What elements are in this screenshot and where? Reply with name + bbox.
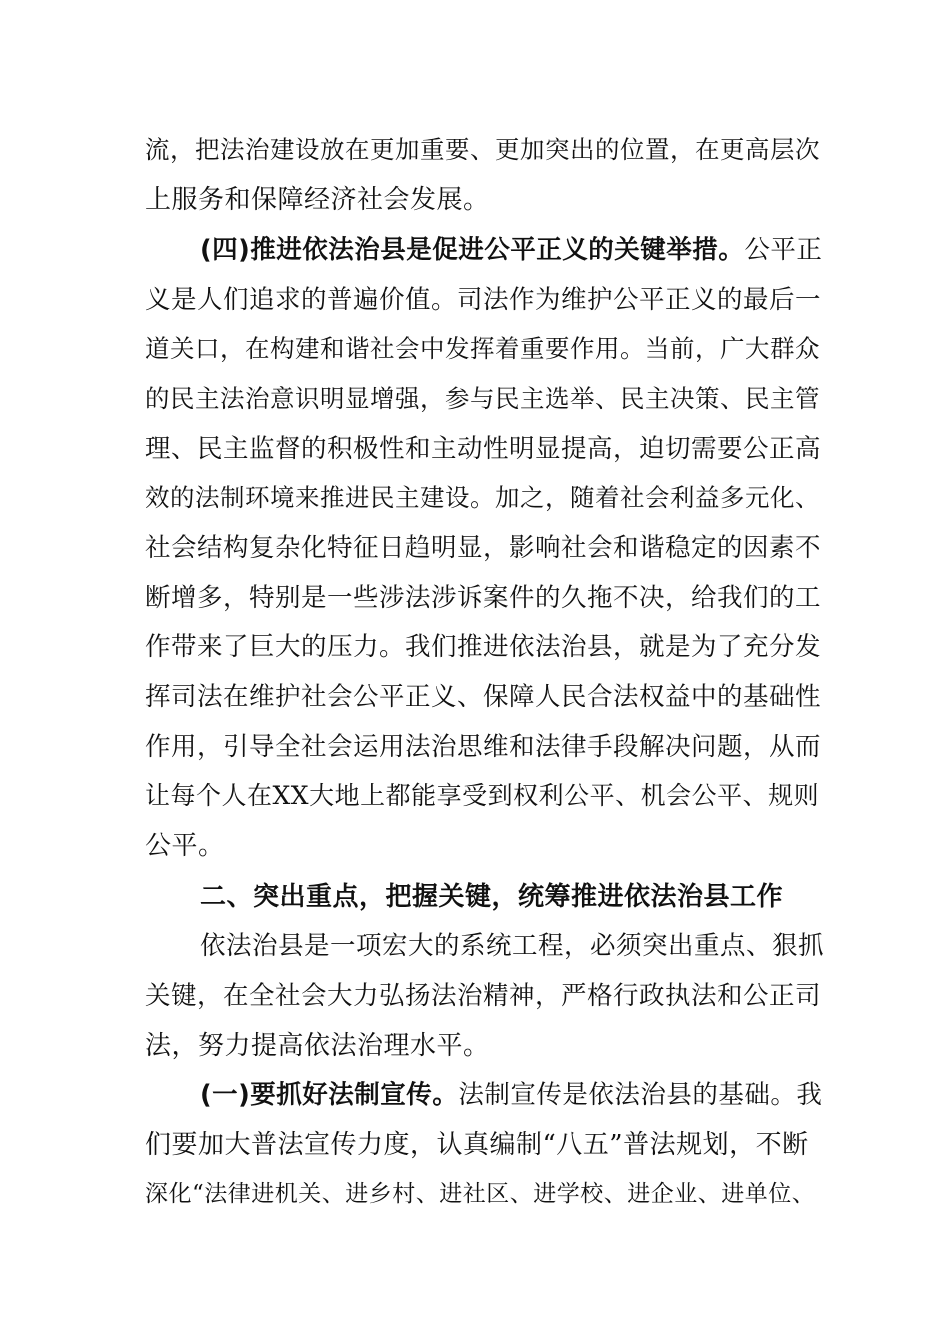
paragraph-line: 让每个人在XX大地上都能享受到权利公平、机会公平、规则 bbox=[145, 781, 820, 810]
section-lead-heading: (四)推进依法治县是促进公平正义的关键举措。 bbox=[200, 235, 745, 265]
paragraph-text: 法制宣传是依法治县的基础。我 bbox=[458, 1080, 823, 1110]
paragraph-line: 断增多，特别是一些涉法涉诉案件的久拖不决，给我们的工 bbox=[145, 583, 822, 613]
paragraph-line: 深化“法律进机关、进乡村、进社区、进学校、进企业、进单位、 bbox=[145, 1181, 816, 1207]
paragraph-line: 挥司法在维护社会公平正义、保障人民合法权益中的基础性 bbox=[145, 682, 822, 712]
paragraph-first-line bbox=[200, 1078, 825, 1112]
paragraph-text: 公平正 bbox=[744, 235, 823, 265]
paragraph-line: 上服务和保障经济社会发展。 bbox=[145, 185, 490, 215]
paragraph-line: 理、民主监督的积极性和主动性明显提高，迫切需要公正高 bbox=[145, 434, 822, 464]
paragraph-line: 公平。 bbox=[145, 831, 225, 861]
paragraph-line: 依法治县是一项宏大的系统工程，必须突出重点、狠抓 bbox=[200, 931, 825, 961]
section-lead-heading: (一)要抓好法制宣传。 bbox=[200, 1080, 459, 1110]
paragraph-line: 作用，引导全社会运用法治思维和法律手段解决问题，从而 bbox=[145, 732, 822, 762]
paragraph-line: 关键，在全社会大力弘扬法治精神，严格行政执法和公正司 bbox=[145, 981, 822, 1011]
paragraph-line: 社会结构复杂化特征日趋明显，影响社会和谐稳定的因素不 bbox=[145, 533, 822, 563]
paragraph-line: 义是人们追求的普遍价值。司法作为维护公平正义的最后一 bbox=[145, 285, 822, 315]
paragraph-line: 们要加大普法宣传力度，认真编制“八五”普法规划，不断 bbox=[145, 1130, 809, 1160]
paragraph-line: 法，努力提高依法治理水平。 bbox=[145, 1031, 490, 1061]
paragraph-line: 流，把法治建设放在更加重要、更加突出的位置，在更高层次 bbox=[145, 135, 820, 164]
paragraph-line: 效的法制环境来推进民主建设。加之，随着社会利益多元化、 bbox=[145, 483, 820, 512]
section-heading: 二、突出重点，把握关键，统筹推进依法治县工作 bbox=[200, 882, 784, 912]
paragraph-first-line bbox=[200, 233, 825, 267]
paragraph-line: 道关口，在构建和谐社会中发挥着重要作用。当前，广大群众 bbox=[145, 334, 820, 363]
paragraph-line: 的民主法治意识明显增强，参与民主选举、民主决策、民主管 bbox=[145, 384, 820, 413]
paragraph-line: 作带来了巨大的压力。我们推进依法治县，就是为了充分发 bbox=[145, 632, 822, 662]
